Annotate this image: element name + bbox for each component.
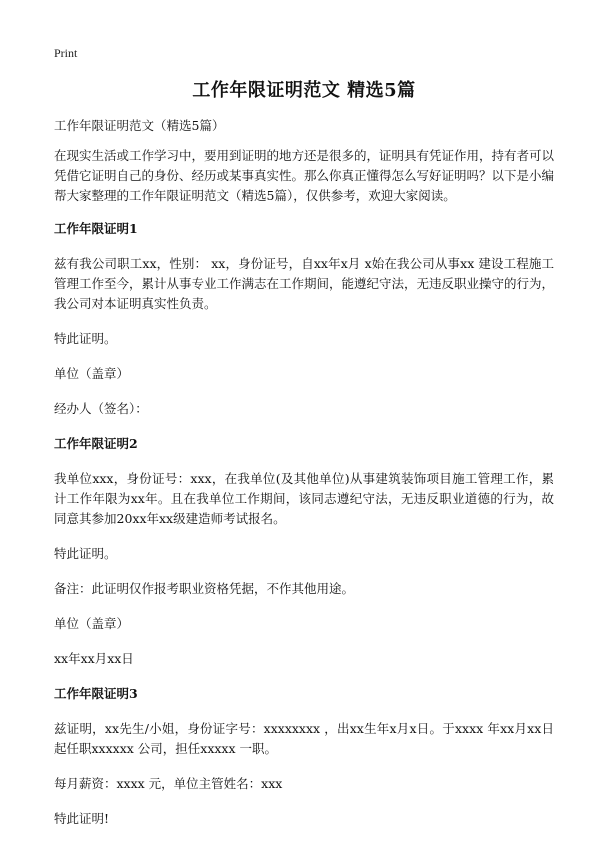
section-2-paragraph: 单位（盖章） [54, 616, 130, 631]
section-1-paragraph: 兹有我公司职工xx，性别： xx，身份证号，自xx年x月 x始在我公司从事xx 建设工程施工管理工作至今，累计从事专业工作满志在工作期间，能遵纪守法，无违反职业操守的行为，我公司对本证明真实性负责。 [54, 256, 555, 311]
section-2-paragraph: xx年xx月xx日 [54, 651, 134, 666]
section-2-paragraph: 我单位xxx，身份证号：xxx，在我单位(及其他单位)从事建筑装饰项目施工管理工作，累计工作年限为xx年。且在我单位工作期间，该同志遵纪守法，无违反职业道德的行为，故同意其参加20xx年xx级建造师考试报名。 [54, 471, 554, 526]
section-heading-1: 工作年限证明1 [54, 221, 138, 236]
document-page [54, 76, 554, 844]
section-3-paragraph: 兹证明，xx先生/小姐，身份证字号：xxxxxxxx ，出xx生年x月x日。于xxxx 年xx月xx日起任职xxxxxx 公司，担任xxxxx 一职。 [54, 721, 554, 756]
section-heading-3: 工作年限证明3 [54, 686, 138, 701]
section-2-paragraph: 备注：此证明仅作报考职业资格凭据，不作其他用途。 [54, 581, 355, 596]
intro-paragraph: 在现实生活或工作学习中，要用到证明的地方还是很多的，证明具有凭证作用，持有者可以凭借它证明自己的身份、经历或某事真实性。那么你真正懂得怎么写好证明吗？以下是小编帮大家整理的工作年限证明范文（精选5篇），仅供参考，欢迎大家阅读。 [54, 148, 555, 203]
section-2-paragraph: 特此证明。 [54, 546, 117, 561]
section-3-paragraph: 特此证明! [54, 811, 110, 826]
section-1-paragraph: 单位（盖章） [54, 366, 130, 381]
section-1-paragraph: 经办人（签名）： [54, 401, 148, 416]
page-title: 工作年限证明范文 精选5篇 [192, 80, 416, 101]
section-1-paragraph: 特此证明。 [54, 331, 117, 346]
document-subtitle: 工作年限证明范文（精选5篇） [54, 118, 225, 133]
section-3-paragraph: 每月薪资：xxxx 元，单位主管姓名：xxx [54, 776, 283, 791]
print-label: Print [54, 46, 78, 60]
section-heading-2: 工作年限证明2 [54, 436, 138, 451]
